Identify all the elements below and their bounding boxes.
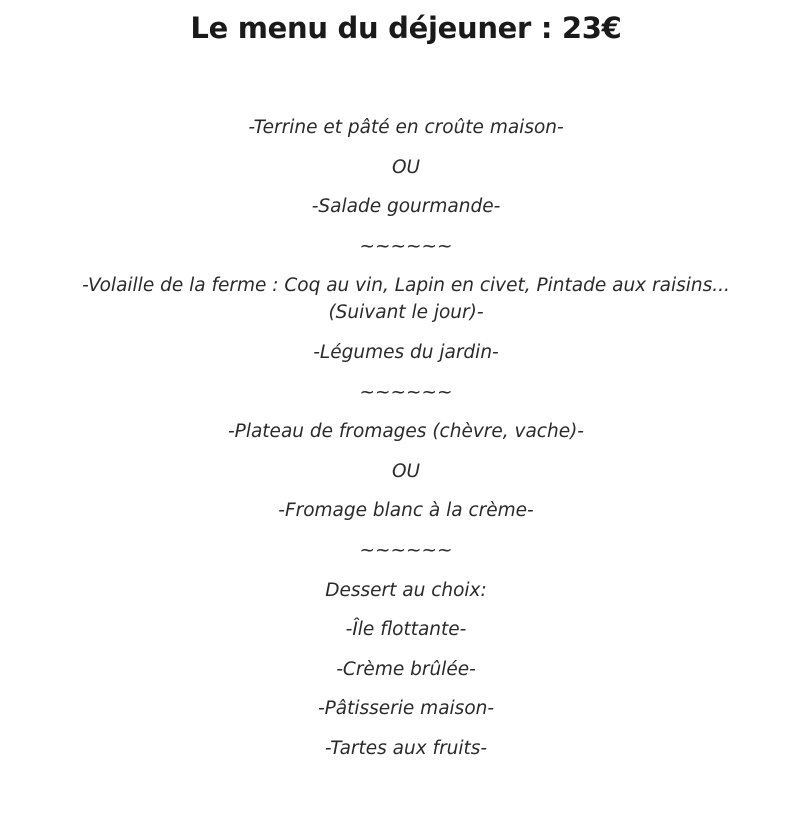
starter-item-salade: -Salade gourmande- — [311, 196, 501, 218]
main-item-volaille: -Volaille de la ferme : Coq au vin, Lapin en civet, Pintade aux raisins...(Suivant le jour)- — [82, 275, 730, 324]
dessert-item-tartes: -Tartes aux fruits- — [324, 737, 488, 759]
or-separator: OU — [391, 460, 421, 482]
dessert-item-patisserie: -Pâtisserie maison- — [317, 698, 495, 720]
or-separator: OU — [391, 156, 421, 178]
dessert-item-creme-brulee: -Crème brûlée- — [336, 658, 476, 680]
cheese-item-fromage-blanc: -Fromage blanc à la crème- — [278, 500, 534, 522]
menu-list — [40, 114, 772, 762]
starter-item-terrine: -Terrine et pâté en croûte maison- — [248, 117, 564, 138]
dessert-item-ile-flottante: -Île flottante- — [345, 619, 467, 641]
course-divider: ~~~~~~ — [359, 381, 453, 403]
dessert-heading: Dessert au choix: — [325, 579, 487, 601]
cheese-item-plateau: -Plateau de fromages (chèvre, vache)- — [228, 421, 584, 443]
course-divider: ~~~~~~ — [359, 235, 453, 257]
page-title: Le menu du déjeuner : 23€ — [190, 11, 622, 45]
course-divider: ~~~~~~ — [359, 539, 453, 561]
main-item-legumes: -Légumes du jardin- — [313, 341, 499, 363]
